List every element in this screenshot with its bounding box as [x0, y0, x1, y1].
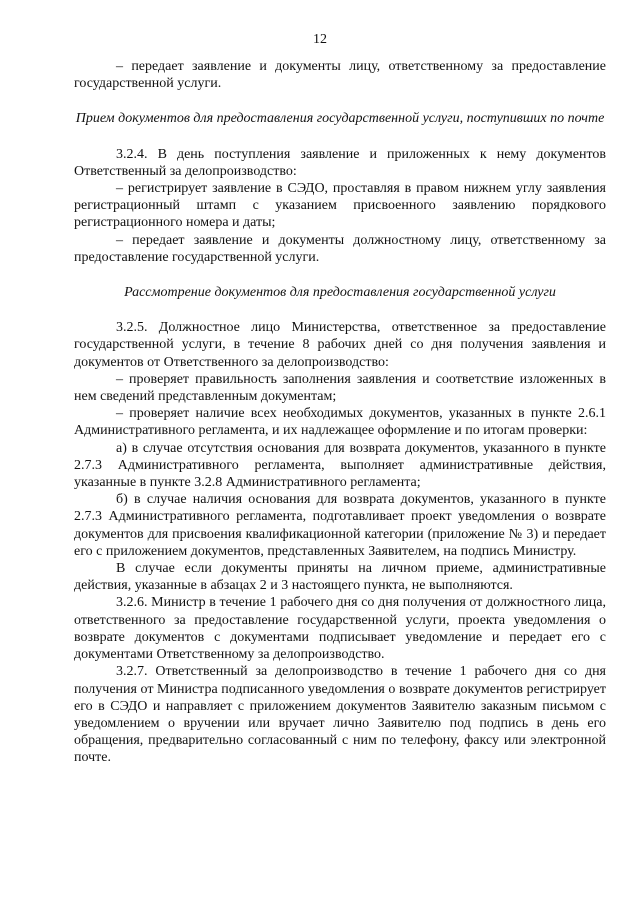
- paragraph: – регистрирует заявление в СЭДО, проставляя в правом нижнем углу заявления регистрационный штамп с указанием присвоенного заявлению порядкового регистрационного номера и даты;: [74, 181, 606, 231]
- paragraph: – передает заявление и документы должностному лицу, ответственному за предоставление государственной услуги.: [74, 232, 606, 265]
- paragraph: – проверяет наличие всех необходимых документов, указанных в пункте 2.6.1 Административного регламента, и их надлежащее оформление и по итогам проверки:: [74, 406, 606, 439]
- section-heading: Рассмотрение документов для предоставления государственной услуги: [124, 285, 556, 301]
- paragraph: – передает заявление и документы лицу, ответственному за предоставление государственной услуги.: [74, 59, 606, 92]
- spacer: [74, 301, 606, 319]
- spacer: [74, 92, 606, 110]
- section-heading: Прием документов для предоставления государственной услуги, поступивших по почте: [75, 111, 605, 127]
- paragraph: 3.2.7. Ответственный за делопроизводство в течение 1 рабочего дня со дня получения от Министра подписанного уведомления о возврате документов регистрирует его в СЭДО и направляет с приложением документов Заявителю заказным письмом с уведомлением о вручении или вручает лично Заявителю под подпись в день его обращения, предварительно согласованный с ним по телефону, факсу или электронной почте.: [74, 664, 606, 766]
- paragraph: 3.2.6. Министр в течение 1 рабочего дня со дня получения от должностного лица, ответственного за предоставление государственной услуги, проекта уведомления о возврате документов с документами подписывает уведомление и передает его с документами Ответственному за делопроизводство.: [74, 595, 606, 663]
- page-number: 12: [313, 32, 327, 47]
- paragraph: б) в случае наличия основания для возврата документов, указанного в пункте 2.7.3 Административного регламента, подготавливает проект уведомления о возврате документов для присвоения квалификационной категории (приложение № 3) и передает его с приложением документов, представленных Заявителем, на подпись Министру.: [74, 492, 606, 559]
- spacer: [74, 128, 606, 146]
- paragraph: 3.2.5. Должностное лицо Министерства, ответственное за предоставление государственной услуги, в течение 8 рабочих дней со дня получения заявления и документов от Ответственного за делопроизводство:: [74, 320, 606, 370]
- paragraph: 3.2.4. В день поступления заявление и приложенных к нему документов Ответственный за делопроизводство:: [74, 146, 606, 179]
- paragraph: а) в случае отсутствия основания для возврата документов, указанного в пункте 2.7.3 Административного регламента, выполняет административные действия, указанные в пункте 3.2.8 Административного регламента;: [74, 440, 606, 491]
- spacer: [74, 266, 606, 284]
- document-body: [74, 58, 606, 767]
- paragraph: В случае если документы приняты на личном приеме, административные действия, указанные в абзацах 2 и 3 настоящего пункта, не выполняются.: [74, 561, 606, 594]
- paragraph: – проверяет правильность заполнения заявления и соответствие изложенных в нем сведений представленным документам;: [74, 371, 606, 405]
